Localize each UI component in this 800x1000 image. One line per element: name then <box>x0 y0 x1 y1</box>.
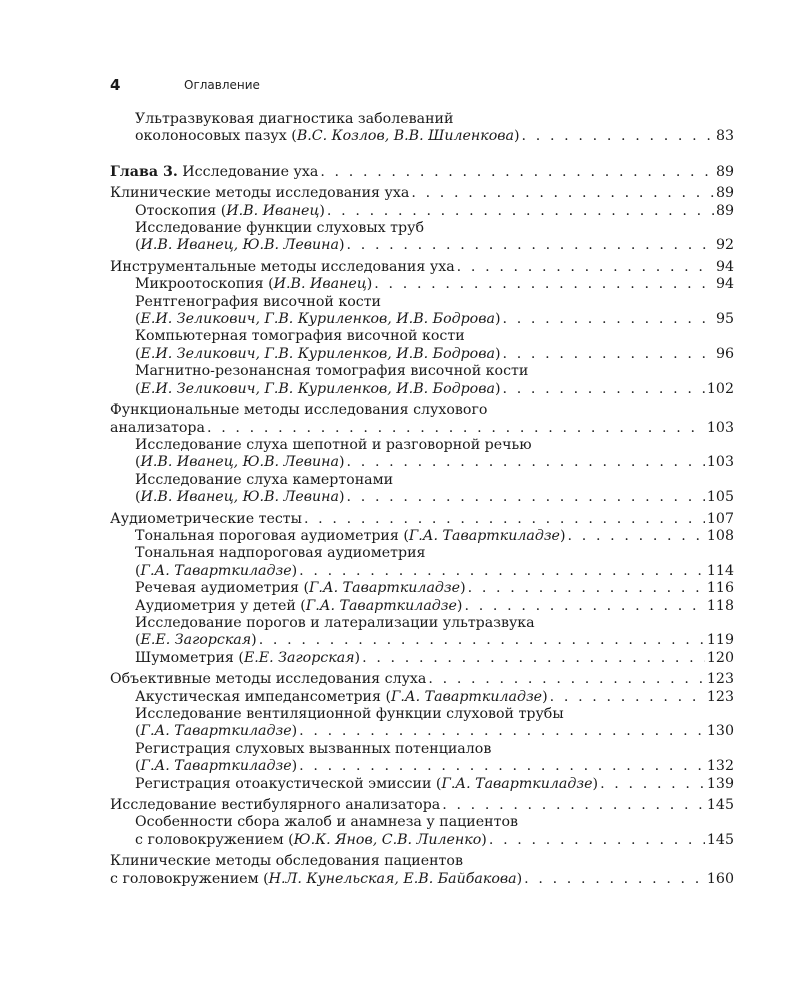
toc-subsection-entry[interactable] <box>135 328 734 363</box>
toc-subsection-entry[interactable] <box>135 276 734 293</box>
dot-leader <box>550 689 705 706</box>
toc-page-number: 92 <box>715 237 734 254</box>
toc-entry-title <box>135 650 360 667</box>
toc-entry-text: ( <box>135 454 141 471</box>
dot-leader <box>207 420 705 437</box>
toc-entry-paren: ) <box>338 489 345 506</box>
toc-entry-text: с головокружением ( <box>110 870 269 887</box>
toc-page-number: 96 <box>715 345 734 362</box>
toc-entry-text: ( <box>135 723 141 740</box>
dot-leader <box>522 128 714 145</box>
toc-entry-authors: И.В. Иванец <box>273 276 367 293</box>
toc-page-number: 89 <box>715 163 734 180</box>
toc-section-entry[interactable] <box>110 797 734 814</box>
dot-leader <box>489 832 705 849</box>
toc-entry-title-line: Исследование вентиляционной функции слуховой трубы <box>135 706 564 722</box>
toc-subsection-entry[interactable] <box>135 528 734 545</box>
toc-entry-title <box>135 563 297 580</box>
toc-entry-title-line: Регистрация слуховых вызванных потенциалов <box>135 740 492 757</box>
toc-entry-title <box>110 671 426 688</box>
toc-entry-title <box>135 832 487 849</box>
toc-entry-authors: Г.А. Таварткиладзе <box>391 688 543 705</box>
dot-leader <box>347 489 705 506</box>
chapter-label: Глава 3. <box>110 163 178 180</box>
toc-subsection-entry[interactable] <box>135 203 734 220</box>
toc-entry-title <box>135 128 520 145</box>
toc-entry-title <box>135 381 500 398</box>
toc-entry-authors: Н.Л. Кунельская, Е.В. Байбакова <box>268 870 517 887</box>
toc-entry-paren: ) <box>494 345 501 362</box>
toc-entry-text: Аудиометрия у детей ( <box>135 597 306 614</box>
toc-subsection-entry[interactable] <box>135 814 734 849</box>
toc-entry-title <box>135 489 345 506</box>
toc-entry-text: ( <box>135 489 141 506</box>
toc-entry-text: Микроотоскопия ( <box>135 276 274 293</box>
toc-entry-paren: ) <box>481 831 487 848</box>
toc-page-number: 107 <box>706 510 734 527</box>
toc-entry-text: анализатора <box>110 419 205 436</box>
toc-entry-text: Отоскопия ( <box>135 202 227 219</box>
toc-entry-paren: ) <box>516 870 523 887</box>
toc-entry-text: ( <box>135 632 141 649</box>
toc-entry-title <box>135 346 500 363</box>
toc-entry-title-line: Ультразвуковая диагностика заболеваний <box>135 111 454 127</box>
toc-subsection-entry[interactable] <box>135 220 734 255</box>
toc-entry-title-line: Исследование функции слуховых труб <box>135 220 424 237</box>
toc-entry-text: Шумометрия ( <box>135 649 244 666</box>
toc-section-entry[interactable] <box>110 164 734 181</box>
dot-leader <box>600 776 705 793</box>
toc-entry-title-line: Клинические методы обследования пациентов <box>110 853 463 870</box>
toc-page-number: 89 <box>715 185 734 202</box>
toc-entry-title <box>110 871 522 888</box>
toc-section-entry[interactable] <box>110 511 734 528</box>
page-number: 4 <box>110 76 121 94</box>
toc-subsection-entry[interactable] <box>135 545 734 580</box>
toc-entry-paren: ) <box>291 562 298 579</box>
toc-entry-authors: Ю.К. Янов, С.В. Лиленко <box>293 831 482 848</box>
toc-page-number: 139 <box>706 775 734 792</box>
toc-page-number: 123 <box>706 671 734 688</box>
toc-entry-title <box>135 528 566 545</box>
toc-section-entry[interactable] <box>110 671 734 688</box>
dot-leader <box>502 381 704 398</box>
toc-entry-title <box>135 237 345 254</box>
toc-entry-text: Инструментальные методы исследования уха <box>110 258 455 275</box>
toc-entry-title <box>110 797 440 814</box>
toc-page-number: 160 <box>706 870 734 887</box>
toc-entry-title <box>135 454 345 471</box>
toc-entry-text: Исследование вестибулярного анализатора <box>110 797 441 814</box>
toc-entry-title-line: Функциональные методы исследования слухового <box>110 402 488 419</box>
toc-entry-paren: ) <box>456 597 463 614</box>
toc-entry-text: Акустическая импедансометрия ( <box>135 688 392 705</box>
toc-section-entry[interactable] <box>110 853 734 888</box>
toc-entry-authors: Г.А. Таварткиладзе <box>140 562 292 579</box>
toc-subsection-entry[interactable] <box>135 706 734 741</box>
toc-page-number: 114 <box>706 562 734 579</box>
toc-entry-title-line: Рентгенография височной кости <box>135 293 382 310</box>
toc-page-number: 83 <box>715 128 734 145</box>
dot-leader <box>347 237 714 254</box>
toc-entry-paren: ) <box>592 775 599 792</box>
toc-entry-paren: ) <box>338 454 345 471</box>
toc-entry-title-line: Тональная надпороговая аудиометрия <box>135 545 426 562</box>
toc-page-number: 102 <box>706 380 734 397</box>
toc-entry-text: ( <box>135 237 141 254</box>
toc-section-entry[interactable] <box>110 402 734 437</box>
toc-entry-paren: ) <box>354 649 361 666</box>
toc-page-number: 120 <box>706 649 734 666</box>
toc-entry-authors: Г.А. Таварткиладзе <box>140 723 292 740</box>
toc-subsection-entry[interactable] <box>135 111 734 146</box>
toc-entry-paren: ) <box>494 380 501 397</box>
toc-entry-authors: Е.Е. Загорская <box>243 649 355 666</box>
toc-page-number: 130 <box>706 723 734 740</box>
toc-entry-authors: Г.А. Таварткиладзе <box>140 758 292 775</box>
dot-leader <box>502 311 713 328</box>
dot-leader <box>502 346 713 363</box>
dot-leader <box>374 276 714 293</box>
toc-entry-text: околоносовых пазух ( <box>135 128 297 145</box>
toc-entry-title-line: Компьютерная томография височной кости <box>135 328 465 345</box>
toc-entry-paren: ) <box>291 758 298 775</box>
toc-subsection-entry[interactable] <box>135 776 734 793</box>
toc-page-number: 123 <box>706 688 734 705</box>
toc-subsection-entry[interactable] <box>135 598 734 615</box>
toc-entry-paren: ) <box>251 632 257 649</box>
toc-page-number: 132 <box>706 758 734 775</box>
toc-subsection-entry[interactable] <box>135 363 734 398</box>
dot-leader <box>468 580 705 597</box>
dot-leader <box>362 650 705 667</box>
toc-page-number: 105 <box>706 489 734 506</box>
toc-entry-text: Тональная пороговая аудиометрия ( <box>135 527 409 544</box>
toc-page-number: 145 <box>706 797 734 814</box>
toc-entry-title <box>135 723 297 740</box>
toc-entry-paren: ) <box>291 723 298 740</box>
toc-entry-title <box>135 311 500 328</box>
toc-subsection-entry[interactable] <box>135 472 734 507</box>
toc-entry-title <box>110 511 302 528</box>
toc-entry-authors: И.В. Иванец, Ю.В. Левина <box>140 454 339 471</box>
dot-leader <box>457 259 714 276</box>
toc-entry-authors: Г.А. Таварткиладзе <box>441 775 593 792</box>
toc-page-number: 118 <box>706 597 734 614</box>
toc-entry-text: с головокружением ( <box>135 831 294 848</box>
section-title: Оглавление <box>184 78 260 92</box>
toc-entry-authors: В.С. Козлов, В.В. Шиленкова <box>296 128 514 145</box>
toc-entry-text: ( <box>135 562 141 579</box>
toc-entry-text: ( <box>135 311 141 328</box>
dot-leader <box>320 164 714 181</box>
toc-page-number: 145 <box>706 831 734 848</box>
dot-leader <box>304 511 705 528</box>
toc-page-number: 94 <box>715 276 734 293</box>
dot-leader <box>464 598 704 615</box>
dot-leader <box>428 671 705 688</box>
toc-entry-paren: ) <box>460 580 466 597</box>
toc-page-number: 103 <box>706 419 734 436</box>
dot-leader <box>442 797 705 814</box>
toc-page-number: 116 <box>706 580 734 597</box>
dot-leader <box>259 632 705 649</box>
toc-entry-title-line: Исследование слуха шепотной и разговорной речью <box>135 436 532 453</box>
toc-entry-paren: ) <box>494 311 501 328</box>
toc-entry-authors: И.В. Иванец, Ю.В. Левина <box>140 237 339 254</box>
toc-entry-authors: Е.И. Зеликович, Г.В. Куриленков, И.В. Бодрова <box>140 380 495 397</box>
dot-leader <box>568 528 705 545</box>
toc-entry-title <box>110 420 205 437</box>
toc-entry-authors: Г.А. Таварткиладзе <box>305 597 457 614</box>
toc-page-number: 108 <box>706 527 734 544</box>
toc-entry-text: Клинические методы исследования уха <box>110 185 410 202</box>
toc-entry-text: Объективные методы исследования слуха <box>110 671 427 688</box>
toc-entry-title-line: Особенности сбора жалоб и анамнеза у пациентов <box>135 814 518 831</box>
toc-subsection-entry[interactable] <box>135 580 734 597</box>
dot-leader <box>327 203 714 220</box>
dot-leader <box>411 185 714 202</box>
toc-entry-title <box>135 689 548 706</box>
toc-entry-text: Речевая аудиометрия ( <box>135 580 309 597</box>
toc-entry-authors: Е.Е. Загорская <box>140 632 252 649</box>
toc-entry-title <box>135 632 257 649</box>
toc-entry-title-line: Исследование слуха камертонами <box>135 471 394 488</box>
toc-entry-text: ( <box>135 345 141 362</box>
toc-entry-title <box>110 185 409 202</box>
toc-entry-text: Регистрация отоакустической эмиссии ( <box>135 775 442 792</box>
toc-entry-title <box>135 598 462 615</box>
toc-entry-text: ( <box>135 758 141 775</box>
toc-entry-paren: ) <box>513 128 520 145</box>
toc-entry-title <box>110 164 318 181</box>
toc-entry-authors: Г.А. Таварткиладзе <box>408 527 560 544</box>
toc-entry-paren: ) <box>366 276 373 293</box>
toc-entry-authors: И.В. Иванец, Ю.В. Левина <box>140 489 339 506</box>
toc-entry-paren: ) <box>542 688 548 705</box>
dot-leader <box>524 871 705 888</box>
toc-page-number: 95 <box>715 311 734 328</box>
table-of-contents <box>110 111 734 888</box>
toc-subsection-entry[interactable] <box>135 689 734 706</box>
toc-entry-title <box>135 758 297 775</box>
toc-entry-title-line: Магнитно-резонансная томография височной кости <box>135 363 529 380</box>
toc-entry-authors: Е.И. Зеликович, Г.В. Куриленков, И.В. Бодрова <box>140 311 495 328</box>
toc-section-entry[interactable] <box>110 185 734 202</box>
toc-entry-title <box>110 259 455 276</box>
dot-leader <box>299 563 705 580</box>
toc-entry-text: ( <box>135 380 141 397</box>
toc-entry-authors: Г.А. Таварткиладзе <box>308 580 461 597</box>
toc-entry-authors: И.В. Иванец <box>226 202 320 219</box>
dot-leader <box>299 758 705 775</box>
toc-subsection-entry[interactable] <box>135 294 734 329</box>
toc-entry-title <box>135 203 325 220</box>
toc-page-number: 89 <box>715 202 734 219</box>
toc-entry-title <box>135 580 466 597</box>
toc-subsection-entry[interactable] <box>135 615 734 650</box>
dot-leader <box>299 723 705 740</box>
toc-page-number: 119 <box>706 632 734 649</box>
toc-entry-text: Аудиометрические тесты <box>110 510 302 527</box>
toc-entry-title <box>135 276 372 293</box>
toc-subsection-entry[interactable] <box>135 650 734 667</box>
toc-entry-title <box>135 776 598 793</box>
toc-entry-title-line: Исследование порогов и латерализации ультразвука <box>135 614 535 631</box>
dot-leader <box>347 454 705 471</box>
toc-page-number: 94 <box>715 258 734 275</box>
toc-section-entry[interactable] <box>110 259 734 276</box>
toc-subsection-entry[interactable] <box>135 741 734 776</box>
toc-entry-paren: ) <box>559 527 566 544</box>
toc-entry-authors: Е.И. Зеликович, Г.В. Куриленков, И.В. Бодрова <box>140 345 495 362</box>
toc-entry-paren: ) <box>319 202 325 219</box>
toc-entry-paren: ) <box>338 237 345 254</box>
toc-entry-text: Исследование уха <box>177 163 319 180</box>
toc-subsection-entry[interactable] <box>135 437 734 472</box>
toc-page-number: 103 <box>706 454 734 471</box>
